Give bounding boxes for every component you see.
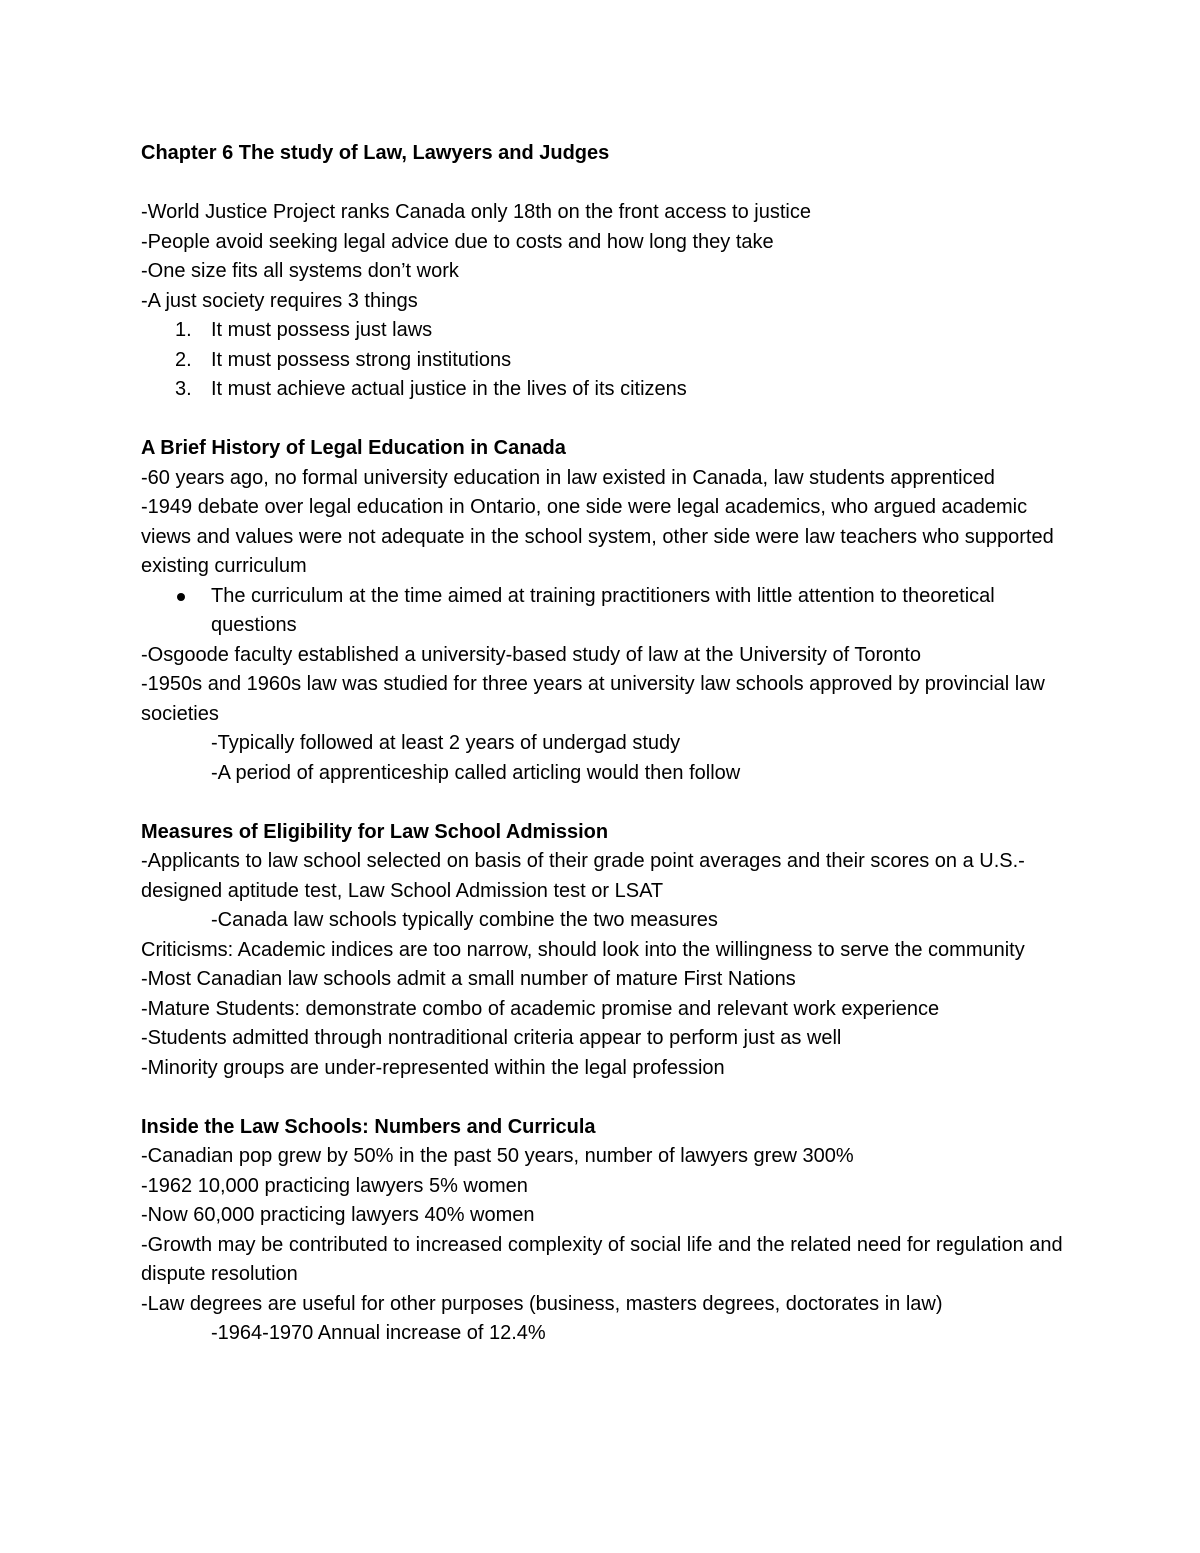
paragraph: -Mature Students: demonstrate combo of academic promise and relevant work experience: [141, 997, 940, 1020]
spacer: [141, 788, 1071, 818]
numbered-list-item: [141, 316, 1071, 346]
intro-line: -World Justice Project ranks Canada only 18th on the front access to justice: [141, 201, 811, 223]
paragraph: -Most Canadian law schools admit a small number of mature First Nations: [141, 968, 796, 990]
spacer: [141, 169, 1071, 199]
list-item-text: The curriculum at the time aimed at training practitioners with little attention to theoretical questions: [211, 584, 995, 636]
paragraph: -1962 10,000 practicing lawyers 5% women: [141, 1174, 528, 1197]
paragraph: -Osgoode faculty established a university-based study of law at the University of Toronto: [141, 643, 922, 666]
paragraph: -1949 debate over legal education in Ontario, one side were legal academics, who argued academic views and values were not adequate in the school system, other side were law teachers who supported existing curriculum: [141, 496, 1054, 577]
spacer: [141, 1083, 1071, 1113]
paragraph: Criticisms: Academic indices are too narrow, should look into the willingness to serve the community: [141, 938, 1025, 961]
spacer: [141, 405, 1071, 435]
paragraph: -Growth may be contributed to increased complexity of social life and the related need for regulation and dispute resolution: [141, 1233, 1063, 1285]
paragraph: -1950s and 1960s law was studied for three years at university law schools approved by provincial law societies: [141, 673, 1045, 725]
list-item-text: It must possess just laws: [211, 319, 433, 341]
numbered-list-item: [141, 375, 1071, 405]
numbered-list-item: [141, 346, 1071, 376]
paragraph: -Canadian pop grew by 50% in the past 50 years, number of lawyers grew 300%: [141, 1145, 854, 1167]
indented-line: -Canada law schools typically combine the two measures: [211, 909, 718, 931]
list-number: 2.: [175, 348, 192, 371]
section-heading: Measures of Eligibility for Law School Admission: [141, 820, 609, 843]
bullet-dot: [177, 593, 185, 601]
intro-line: -People avoid seeking legal advice due to costs and how long they take: [141, 230, 774, 253]
page-title: Chapter 6 The study of Law, Lawyers and Judges: [141, 142, 610, 164]
document-page: [141, 139, 1071, 1349]
section-heading: A Brief History of Legal Education in Canada: [141, 437, 566, 459]
paragraph: -Students admitted through nontraditional criteria appear to perform just as well: [141, 1027, 842, 1049]
intro-line: -A just society requires 3 things: [141, 289, 418, 312]
bullet-list-item: [141, 582, 1071, 641]
intro-line: -One size fits all systems don’t work: [141, 260, 459, 282]
section-heading: Inside the Law Schools: Numbers and Curricula: [141, 1115, 596, 1138]
paragraph: -Now 60,000 practicing lawyers 40% women: [141, 1204, 535, 1226]
paragraph: -Law degrees are useful for other purposes (business, masters degrees, doctorates in law): [141, 1292, 943, 1315]
paragraph: -Applicants to law school selected on basis of their grade point averages and their scores on a U.S.-designed aptitude test, Law School Admission test or LSAT: [141, 850, 1025, 902]
list-number: 1.: [175, 319, 192, 341]
list-number: 3.: [175, 378, 192, 400]
list-item-text: It must achieve actual justice in the lives of its citizens: [211, 378, 687, 400]
indented-line: -Typically followed at least 2 years of undergad study: [211, 732, 681, 754]
list-item-text: It must possess strong institutions: [211, 348, 512, 371]
indented-line: -A period of apprenticeship called articling would then follow: [211, 761, 741, 784]
paragraph: -60 years ago, no formal university education in law existed in Canada, law students apprenticed: [141, 466, 995, 489]
paragraph: -Minority groups are under-represented within the legal profession: [141, 1056, 725, 1079]
indented-line: -1964-1970 Annual increase of 12.4%: [211, 1322, 546, 1344]
